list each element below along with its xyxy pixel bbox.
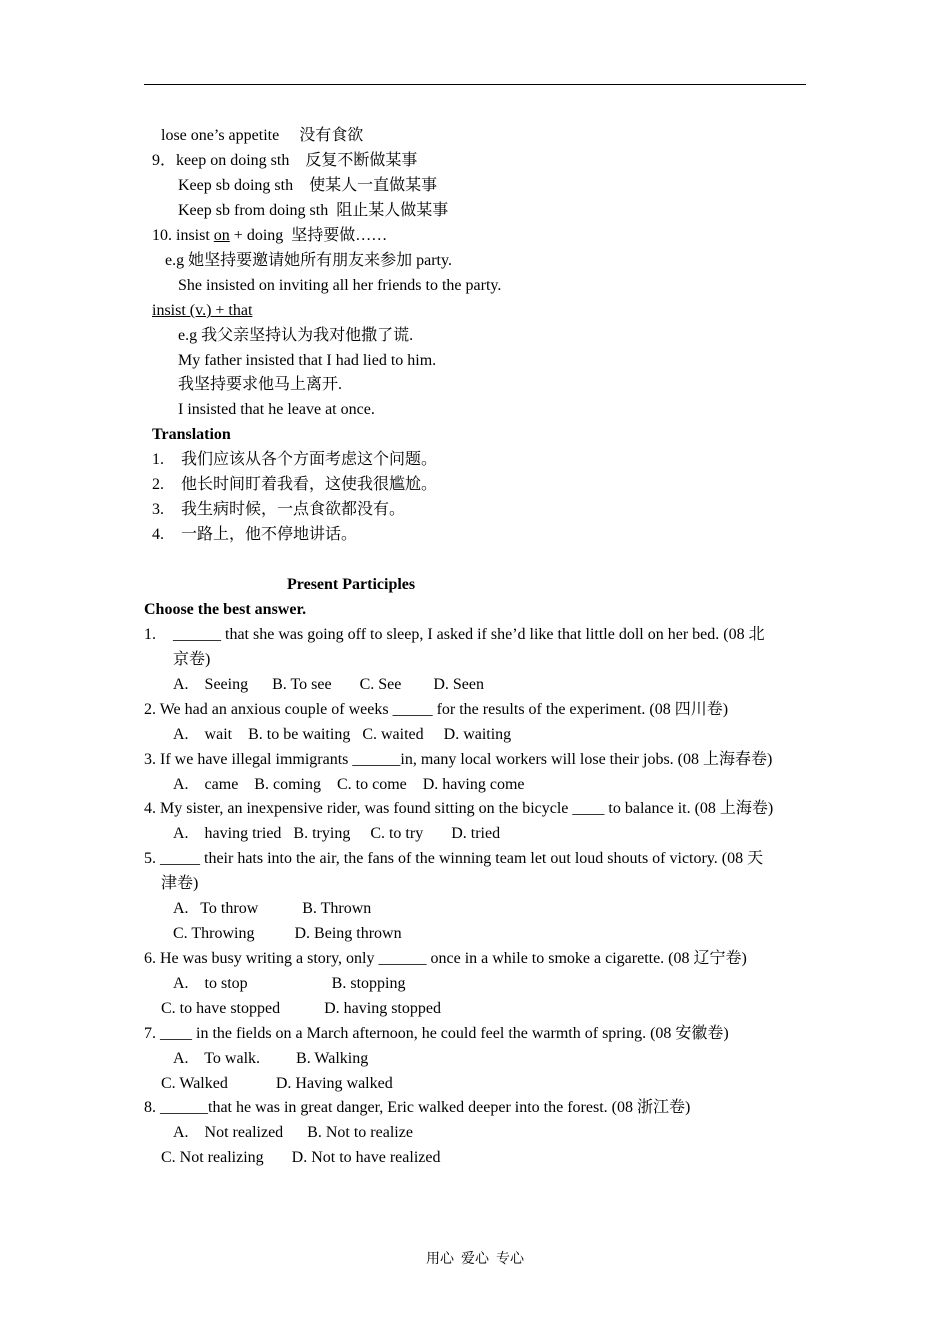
- question-5-options-ab: A. To throw B. Thrown: [173, 900, 372, 917]
- question-1: ______ that she was going off to sleep, I asked if she’d like that little doll on her bed. (08 北: [173, 626, 765, 643]
- item-number: 2.: [152, 476, 164, 493]
- question-7-options-cd: C. Walked D. Having walked: [161, 1075, 393, 1092]
- vocab-lose-appetite: lose one’s appetite 没有食欲: [161, 127, 364, 144]
- example-2-chinese: e.g 我父亲坚持认为我对他撒了谎.: [178, 327, 414, 344]
- translation-item: [152, 525, 164, 545]
- question-8: 8. ______that he was in great danger, Eric walked deeper into the forest. (08 浙江卷): [144, 1099, 691, 1116]
- question-6-options-ab: A. to stop B. stopping: [173, 975, 406, 992]
- header-rule: [144, 84, 806, 85]
- translation-item: [152, 500, 164, 520]
- question-8-options-cd: C. Not realizing D. Not to have realized: [161, 1149, 441, 1166]
- translation-heading: Translation: [152, 426, 231, 443]
- insist-that-heading: insist (v.) + that: [152, 302, 253, 319]
- question-8-options-ab: A. Not realized B. Not to realize: [173, 1124, 413, 1141]
- example-1-chinese: e.g 她坚持要邀请她所有朋友来参加 party.: [165, 252, 452, 269]
- example-3-english: I insisted that he leave at once.: [178, 401, 375, 418]
- instruction: Choose the best answer.: [144, 601, 307, 618]
- question-2: 2. We had an anxious couple of weeks _____ for the results of the experiment. (08 四川卷): [144, 701, 729, 718]
- question-3: 3. If we have illegal immigrants ______in, many local workers will lose their jobs. (08 上海春卷): [144, 751, 773, 768]
- question-5-options-cd: C. Throwing D. Being thrown: [173, 925, 402, 942]
- vocab-item-10: 10. insist on + doing 坚持要做……: [152, 227, 388, 244]
- translation-item-text: 我们应该从各个方面考虑这个问题。: [181, 451, 438, 468]
- translation-item: [152, 450, 164, 470]
- question-3-options: A. came B. coming C. to come D. having come: [173, 776, 525, 793]
- translation-item-text: 我生病时候，一点食欲都没有。: [181, 501, 406, 518]
- question-1-options: A. Seeing B. To see C. See D. Seen: [173, 676, 484, 693]
- item-number: 3.: [152, 501, 164, 518]
- question-5: 5. _____ their hats into the air, the fans of the winning team let out loud shouts of victory. (08 天: [144, 850, 764, 867]
- question-1-number: 1.: [144, 626, 156, 643]
- question-1-cont: 京卷): [173, 651, 211, 668]
- underlined-on: on: [213, 227, 230, 244]
- example-2-english: My father insisted that I had lied to him.: [178, 352, 437, 369]
- item-number: 1.: [152, 451, 164, 468]
- question-2-options: A. wait B. to be waiting C. waited D. waiting: [173, 726, 512, 743]
- question-6: 6. He was busy writing a story, only ______ once in a while to smoke a cigarette. (08 辽宁卷): [144, 950, 747, 967]
- vocab-keep-sb-doing: Keep sb doing sth 使某人一直做某事: [178, 177, 438, 194]
- question-4-options: A. having tried B. trying C. to try D. tried: [173, 825, 501, 842]
- question-4: 4. My sister, an inexpensive rider, was found sitting on the bicycle ____ to balance it. (08 上海卷): [144, 800, 774, 817]
- item-number: 4.: [152, 526, 164, 543]
- translation-item-text: 他长时间盯着我看，这使我很尴尬。: [181, 476, 438, 493]
- question-7: 7. ____ in the fields on a March afternoon, he could feel the warmth of spring. (08 安徽卷): [144, 1025, 729, 1042]
- translation-item-text: 一路上，他不停地讲话。: [181, 526, 358, 543]
- question-7-options-ab: A. To walk. B. Walking: [173, 1050, 369, 1067]
- translation-item: [152, 475, 164, 495]
- section-title: Present Participles: [287, 576, 416, 593]
- example-1-english: She insisted on inviting all her friends to the party.: [178, 277, 502, 294]
- item-number: 9．: [152, 152, 177, 169]
- question-5-cont: 津卷): [161, 875, 199, 892]
- vocab-keep-on-doing: keep on doing sth 反复不断做某事: [176, 152, 418, 169]
- example-3-chinese: 我坚持要求他马上离开.: [178, 376, 343, 393]
- vocab-keep-sb-from: Keep sb from doing sth 阻止某人做某事: [178, 202, 449, 219]
- page-footer: 用心 爱心 专心: [426, 1252, 524, 1267]
- vocab-item-9: [152, 151, 417, 171]
- question-6-options-cd: C. to have stopped D. having stopped: [161, 1000, 441, 1017]
